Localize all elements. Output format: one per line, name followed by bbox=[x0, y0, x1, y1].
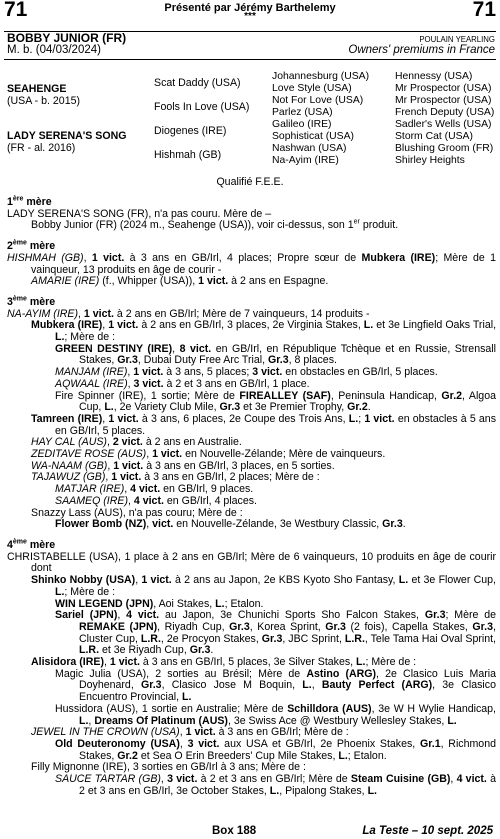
m3-entry-saameq: SAAMEQ (IRE), 4 vict. en GB/Irl, 4 places. bbox=[55, 494, 257, 507]
ped-c3-5: Sophisticat (USA) bbox=[272, 131, 354, 142]
section-title-2: 2ème mère bbox=[7, 239, 56, 253]
ped-c4-4: Sadler's Wells (USA) bbox=[395, 119, 492, 130]
m3-entry-zeditave-rose: ZEDITAVE ROSE (AUS), 1 vict. en Nouvelle-Zélande; Mère de vainqueurs. bbox=[31, 448, 386, 461]
premium-note: Owners' premiums in France bbox=[348, 44, 495, 56]
ped-c4-0: Hennessy (USA) bbox=[395, 71, 473, 82]
section-title-4: 4ème mère bbox=[7, 538, 56, 551]
m4-entry-old-deuteronomy: Old Deuteronomy (USA), 3 vict. aux USA et GB/Irl, 2e Phoenix Stakes, Gr.1, Richmond Stakes, Gr.2 et Sea O Erin Breeders' Cup Mile Stakes, L.; Etalon. bbox=[55, 737, 496, 762]
dam-info: (FR - al. 2016) bbox=[7, 142, 76, 154]
m3-entry-fire-spinner: Fire Spinner (IRE), 1 sortie; Mère de FIREALLEY (SAF), Peninsula Handicap, Gr.2, Algoa Cup, L., 2e Variety Club Mile, Gr.3 et 3e Premier Trophy, Gr.2. bbox=[55, 389, 496, 414]
m3-entry-manjam: MANJAM (IRE), 1 vict. à 3 ans, 5 places; 3 vict. en obstacles en GB/Irl, 5 places. bbox=[55, 366, 438, 379]
m4-entry-shinko-nobby: Shinko Nobby (USA), 1 vict. à 2 ans au Japon, 2e KBS Kyoto Sho Fantasy, L. et 3e Flower Cup, L.; Mère de : bbox=[31, 574, 496, 598]
m4-entry-hussidora: Hussidora (AUS), 1 sortie en Australie; Mère de Schilldora (AUS), 3e W H Wylie Handicap, L., Dreams Of Platinum (AUS), 3e Swiss Ace @ Westbury Wellesley Stakes, L. bbox=[55, 702, 496, 727]
m3-entry-tamreen: Tamreen (IRE), 1 vict. à 3 ans, 6 places, 2e Coupe des Trois Ans, L.; 1 vict. en obstacles à 5 ans en GB/Irl, 5 places. bbox=[31, 412, 496, 437]
ped-c3-2: Not For Love (USA) bbox=[272, 95, 364, 106]
family-notes bbox=[7, 197, 496, 797]
ped-c4-1: Mr Prospector (USA) bbox=[395, 83, 492, 94]
horse-name: BOBBY JUNIOR (FR) bbox=[7, 31, 127, 45]
ped-c3-6: Nashwan (USA) bbox=[272, 143, 347, 154]
m3-entry-flower-bomb: Flower Bomb (NZ), vict. en Nouvelle-Zélande, 3e Westbury Classic, Gr.3. bbox=[55, 518, 406, 531]
presenter: Présenté par Jérémy Barthelemy bbox=[164, 2, 336, 14]
ped-c2-0: Scat Daddy (USA) bbox=[154, 77, 241, 89]
m1-line1: LADY SERENA'S SONG (FR), n'a pas couru. Mère de – bbox=[7, 207, 272, 220]
ped-c4-6: Blushing Groom (FR) bbox=[395, 143, 494, 154]
category: POULAIN YEARLING bbox=[419, 35, 495, 44]
ped-c2-3: Hishmah (GB) bbox=[154, 149, 222, 161]
ped-c3-4: Galileo (IRE) bbox=[272, 119, 332, 130]
lot-number-left: 71 bbox=[4, 0, 28, 21]
section-title-3: 3ème mère bbox=[7, 295, 56, 308]
sire-name: SEAHENGE bbox=[7, 83, 67, 95]
m4-entry-filly-mignonne: Filly Mignonne (IRE), 3 sorties en GB/Irl à 3 ans; Mère de : bbox=[31, 761, 306, 774]
m3-entry-hay-cal: HAY CAL (AUS), 2 vict. à 2 ans en Australie. bbox=[31, 436, 242, 449]
ped-c2-2: Diogenes (IRE) bbox=[154, 125, 227, 137]
m4-entry-alisidora: Alisidora (IRE), 1 vict. à 3 ans en GB/Irl, 5 places, 3e Silver Stakes, L.; Mère de : bbox=[31, 656, 417, 669]
ped-c3-7: Na-Ayim (IRE) bbox=[272, 155, 339, 166]
sire-info: (USA - b. 2015) bbox=[7, 95, 81, 107]
ped-c3-3: Parlez (USA) bbox=[272, 107, 333, 118]
m3-entry-aqwaal: AQWAAL (IRE), 3 vict. à 2 et 3 ans en GB/Irl, 1 place. bbox=[55, 377, 310, 390]
m4-entry-sariel: Sariel (JPN), 4 vict. au Japon, 3e Chunichi Sports Sho Falcon Stakes, Gr.3; Mère de REMAKE (JPN), Riyadh Cup, Gr.3, Korea Sprint, Gr.3 (2 fois), Capella Stakes, Gr.3, Cluster Cup, L.R., 2e Procyon Stakes, Gr.3, JBC Sprint, L.R., Tele Tama Hai Oval Sprint, L.R. et 3e Riyadh Cup, Gr.3. bbox=[55, 609, 497, 657]
m4-entry-magic-julia: Magic Julia (USA), 2 sorties au Brésil; Mère de Astino (ARG), 2e Clasico Luis Maria Doyhenard, Gr.3, Clasico Jose M Boquin, L., Bauty Perfect (ARG), 3e Clasico Encuentro Provincial, L. bbox=[55, 667, 496, 704]
m3-entry-tajawuz: TAJAWUZ (GB), 1 vict. à 3 ans en GB/Irl, 2 places; Mère de : bbox=[31, 471, 320, 484]
ped-c3-1: Love Style (USA) bbox=[272, 83, 352, 94]
ped-c4-2: Mr Prospector (USA) bbox=[395, 95, 492, 106]
m4-entry-jewel-in-the-crown: JEWEL IN THE CROWN (USA), 1 vict. à 3 ans en GB/Irl; Mère de : bbox=[31, 726, 349, 739]
ped-c4-5: Storm Cat (USA) bbox=[395, 131, 473, 142]
m3-entry-green-destiny: GREEN DESTINY (IRE), 8 vict. en GB/Irl, en République Tchèque et en Russie, Strensall Stakes, Gr.3, Dubai Duty Free Arc Trial, Gr.3, 8 places. bbox=[55, 342, 496, 367]
m4-entry-win-legend: WIN LEGEND (JPN), Aoi Stakes, L.; Etalon. bbox=[55, 597, 264, 610]
sale-place-date: La Teste – 10 sept. 2025 bbox=[362, 825, 493, 837]
m1-line2: Bobby Junior (FR) (2024 m., Seahenge (USA)), voir ci-dessus, son 1er produit. bbox=[31, 218, 399, 232]
dam-name: LADY SERENA'S SONG bbox=[7, 130, 127, 142]
m3-entry-snazzy-lass: Snazzy Lass (AUS), n'a pas couru; Mère de : bbox=[31, 506, 243, 519]
m3-entry-wa-naam: WA-NAAM (GB), 1 vict. à 3 ans en GB/Irl, 3 places, en 5 sorties. bbox=[31, 459, 335, 472]
m4-entry-sauce-tartar: SAUCE TARTAR (GB), 3 vict. à 2 et 3 ans en GB/Irl; Mère de Steam Cuisine (GB), 4 vict. à 2 et 3 ans en GB/Irl, 3e October Stakes, L., Pipalong Stakes, L. bbox=[55, 773, 496, 797]
m3-entry-matjar: MATJAR (IRE), 4 vict. en GB/Irl, 9 places. bbox=[55, 483, 254, 496]
section-title-1: 1ère mère bbox=[7, 195, 52, 208]
m3-entry-mubkera: Mubkera (IRE), 1 vict. à 2 ans en GB/Irl, 3 places, 2e Virginia Stakes, L. et 3e Lingfield Oaks Trial, L.; Mère de : bbox=[31, 319, 497, 344]
box-number: Box 188 bbox=[212, 825, 257, 837]
sex-dob: M. b. (04/03/2024) bbox=[7, 44, 101, 56]
ped-c3-0: Johannesburg (USA) bbox=[272, 71, 370, 82]
ped-c2-1: Fools In Love (USA) bbox=[154, 101, 250, 113]
stars: *** bbox=[244, 11, 256, 22]
m2-entry-amarie: AMARIE (IRE) (f., Whipper (USA)), 1 vict. à 2 ans en Espagne. bbox=[31, 275, 329, 288]
m2-entry-hishmah: HISHMAH (GB), 1 vict. à 3 ans en GB/Irl, 4 places; Propre sœur de Mubkera (IRE); Mère de 1 vainqueur, 13 produits en âge de courir - bbox=[7, 251, 496, 276]
qualification: Qualifié F.E.E. bbox=[216, 176, 284, 188]
m3-entry-naayim: NA-AYIM (IRE), 1 vict. à 2 ans en GB/Irl; Mère de 7 vainqueurs, 14 produits - bbox=[7, 307, 370, 320]
lot-number-right: 71 bbox=[472, 0, 496, 21]
header-rule-bottom bbox=[4, 59, 496, 60]
m4-entry-christabelle: CHRISTABELLE (USA), 1 place à 2 ans en GB/Irl; Mère de 6 vainqueurs, 10 produits en âge de courir dont bbox=[7, 550, 496, 575]
ped-c4-7: Shirley Heights bbox=[395, 155, 465, 166]
ped-c4-3: French Deputy (USA) bbox=[395, 107, 495, 118]
